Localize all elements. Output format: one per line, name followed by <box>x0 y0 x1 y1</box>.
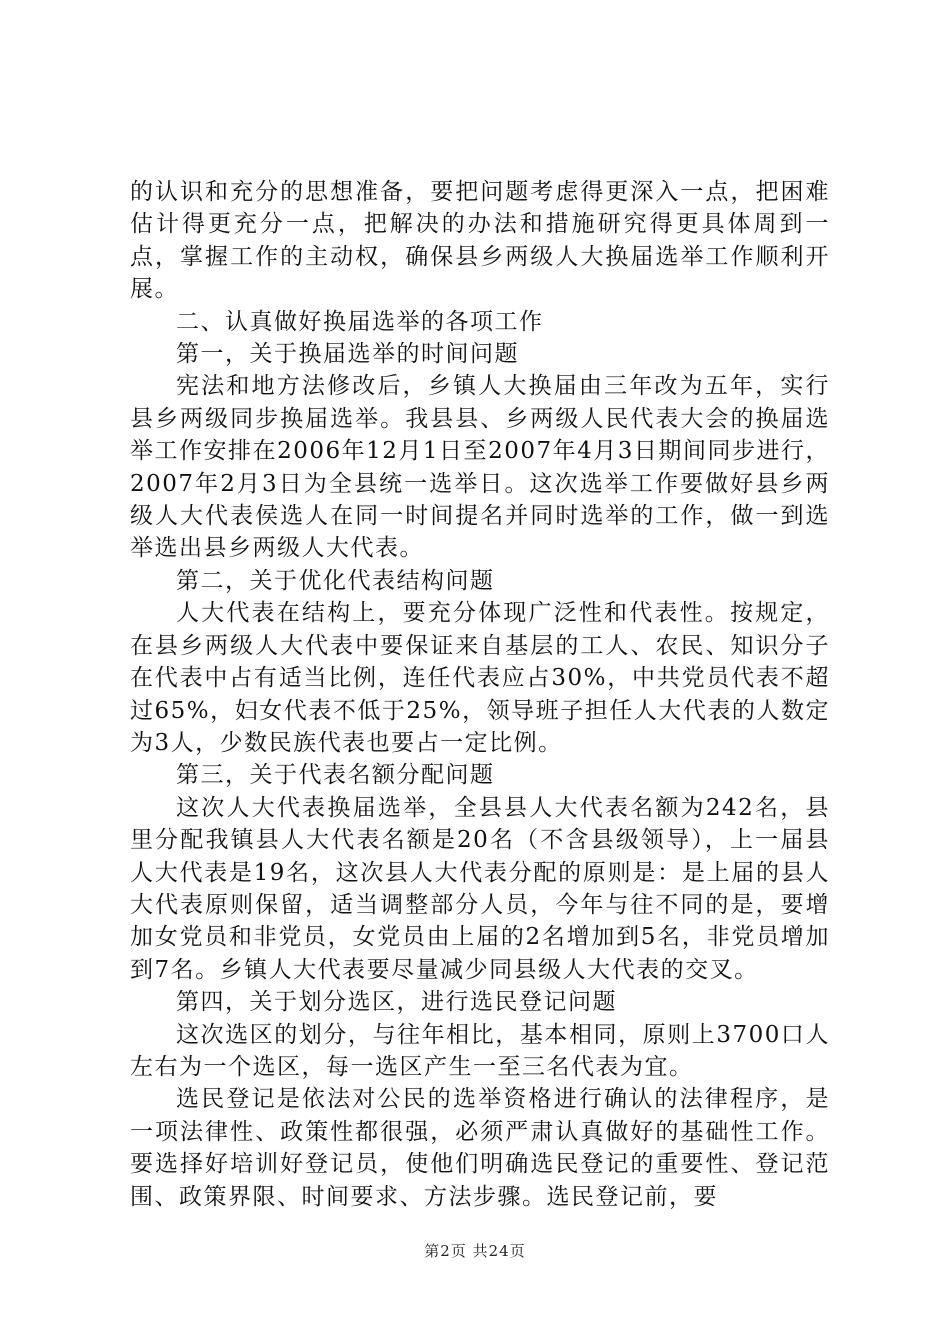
paragraph-structure: 人大代表在结构上，要充分体现广泛性和代表性。按规定，在县乡两级人大代表中要保证来自基层的工人、农民、知识分子在代表中占有适当比例，连任代表应占30%，中共党员代表不超过65%，妇女代表不低于25%，领导班子担任人大代表的人数定为3人，少数民族代表也要占一定比例。 <box>130 600 830 756</box>
subsection-heading-3: 第三，关于代表名额分配问题 <box>176 762 495 789</box>
subsection-heading-1: 第一，关于换届选举的时间问题 <box>176 341 519 368</box>
page-footer: 第2页 共24页 <box>424 1242 526 1260</box>
subsection-heading-4: 第四，关于划分选区，进行选民登记问题 <box>176 989 617 1016</box>
paragraph-voter-registration: 选民登记是依法对公民的选举资格进行确认的法律程序，是一项法律性、政策性都很强，必须严肃认真做好的基础性工作。要选择好培训好登记员，使他们明确选民登记的重要性、登记范围、政策界限、时间要求、方法步骤。选民登记前，要 <box>130 1086 830 1210</box>
paragraph-continuation: 的认识和充分的思想准备，要把问题考虑得更深入一点，把困难估计得更充分一点，把解决的办法和措施研究得更具体周到一点，掌握工作的主动权，确保县乡两级人大换届选举工作顺利开展。 <box>130 179 830 303</box>
subsection-heading-2: 第二，关于优化代表结构问题 <box>176 567 495 594</box>
document-body <box>130 176 830 1213</box>
section-heading: 二、认真做好换届选举的各项工作 <box>176 308 544 335</box>
paragraph-districts: 这次选区的划分，与往年相比，基本相同，原则上3700口人左右为一个选区，每一选区产生一至三名代表为宜。 <box>130 1021 830 1080</box>
paragraph-quota: 这次人大代表换届选举，全县县人大代表名额为242名，县里分配我镇县人大代表名额是20名（不含县级领导），上一届县人大代表是19名，这次县人大代表分配的原则是：是上届的县人大代表原则保留，适当调整部分人员，今年与往不同的是，要增加女党员和非党员，女党员由上届的2名增加到5名，非党员增加到7名。乡镇人大代表要尽量减少同县级人大代表的交叉。 <box>130 794 830 983</box>
paragraph-election-timing: 宪法和地方法修改后，乡镇人大换届由三年改为五年，实行县乡两级同步换届选举。我县县、乡两级人民代表大会的换届选举工作安排在2006年12月1日至2007年4月3日期间同步进行，2007年2月3日为全县统一选举日。这次选举工作要做好县乡两级人大代表侯选人在同一时间提名并同时选举的工作，做一到选举选出县乡两级人大代表。 <box>130 373 830 562</box>
